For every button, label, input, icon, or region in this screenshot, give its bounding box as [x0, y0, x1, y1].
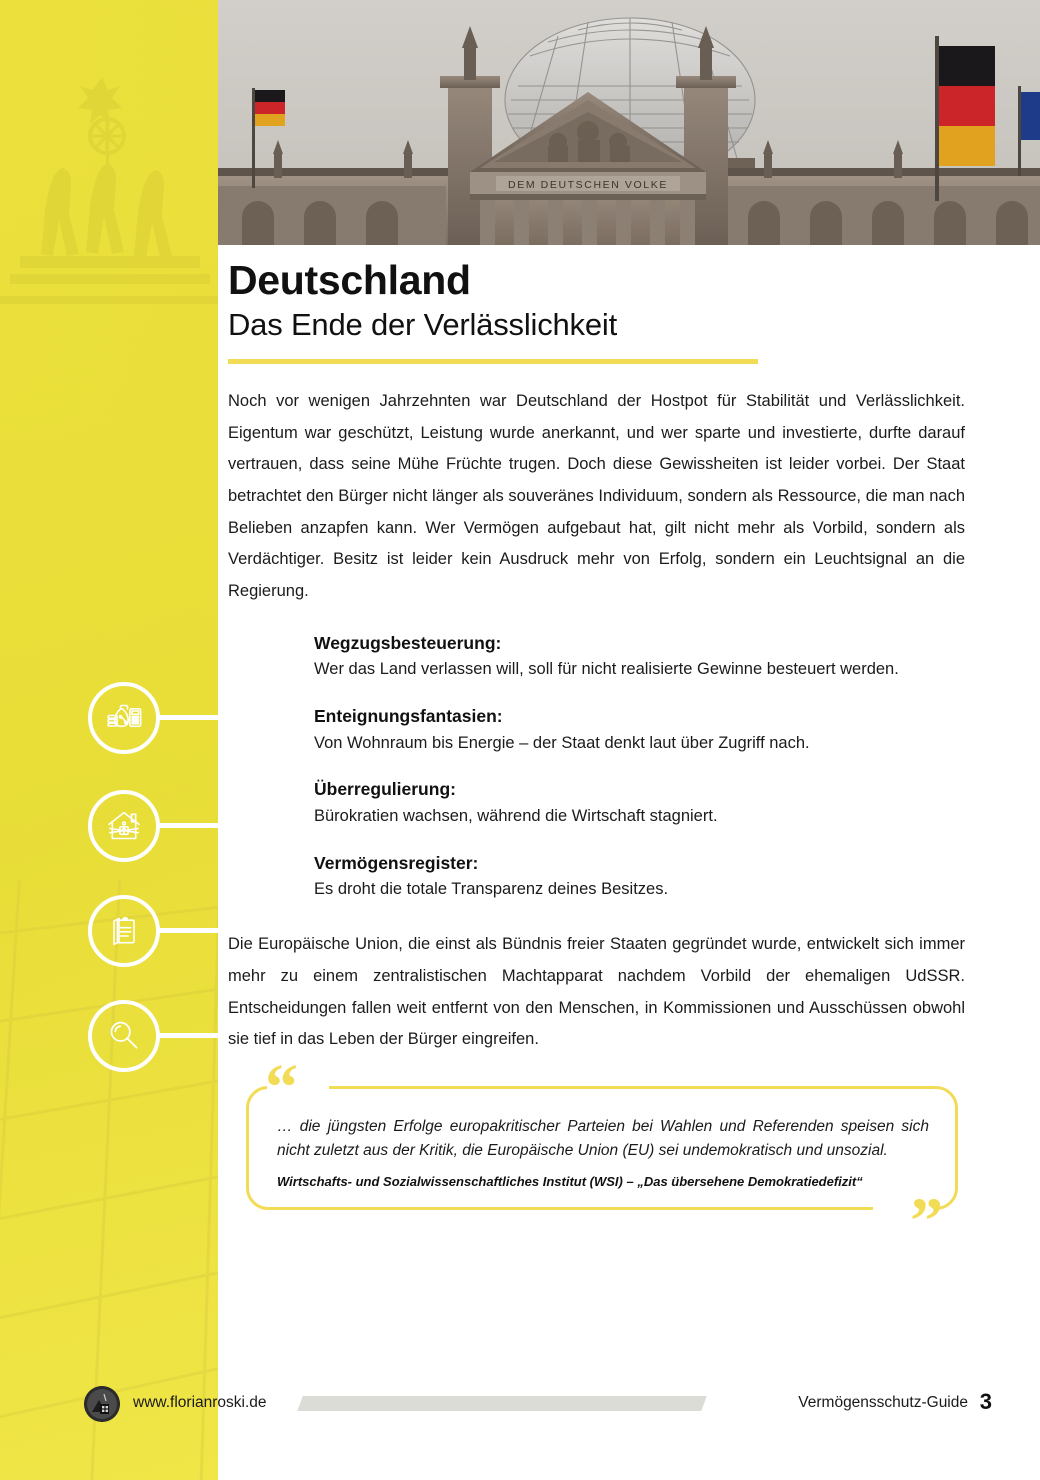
footer-website-url[interactable]: www.florianroski.de: [133, 1394, 267, 1411]
footer-guide-label: Vermögensschutz-Guide: [798, 1394, 968, 1411]
feature-heading: Vermögensregister:: [314, 852, 479, 873]
feature-heading: Überregulierung:: [314, 779, 456, 800]
page-title: Deutschland: [228, 257, 471, 303]
sidebar-connector-line: [158, 715, 218, 720]
quote-open-mark-icon: “: [265, 1050, 296, 1124]
feature-item: [314, 705, 965, 756]
main-content: [228, 257, 965, 1258]
quadriga-silhouette-icon: [0, 60, 218, 380]
feature-text: Es droht die totale Transparenz deines Besitzes.: [314, 880, 669, 899]
page-subtitle: Das Ende der Verlässlichkeit: [228, 306, 617, 342]
magnifier-icon: [88, 1000, 160, 1072]
feature-text: Wer das Land verlassen will, soll für nicht realisierte Gewinne besteuert werden.: [314, 660, 899, 679]
sidebar-icon-node-enteignungsfantasien[interactable]: [88, 790, 160, 862]
eu-paragraph: Die Europäische Union, die einst als Bündnis freier Staaten gegründet wurde, entwickelt sich immer mehr zu einem zentralistischen Machtapparat nachdem Vorbild der ehemaligen UdSSR. Entscheidungen fallen weit entfernt von den Menschen, in Kommissionen und Ausschüssen obwohl sie tief in das Leben der Bürger eingreifen.: [228, 935, 965, 1049]
quote-source: Wirtschafts- und Sozialwissenschaftliches Institut (WSI) – „Das übersehene Demokratiedefizit“: [277, 1173, 863, 1189]
title-underline: [228, 359, 758, 364]
money-bag-calculator-icon: [88, 682, 160, 754]
hero-inscription: DEM DEUTSCHEN VOLKE: [508, 179, 668, 191]
sidebar-connector-line: [158, 928, 218, 933]
feature-item: [314, 632, 965, 683]
feature-heading: Enteignungsfantasien:: [314, 706, 503, 727]
intro-paragraph: Noch vor wenigen Jahrzehnten war Deutschland der Hostpot für Stabilität und Verlässlichkeit. Eigentum war geschützt, Leistung wurde anerkannt, und wer sparte und investierte, durfte darauf vertrauen, dass seine Mühe Früchte trugen. Doch diese Gewissheiten ist leider vorbei. Der Staat betrachtet den Bürger nicht länger als souveränes Individuum, sondern als Ressource, die man nach Belieben anzapfen kann. Wer Vermögen aufgebaut hat, gilt nicht mehr als Vorbild, sondern als Verdächtiger. Besitz ist leider kein Ausdruck mehr von Erfolg, sondern ein Leuchtsignal an die Regierung.: [228, 392, 965, 601]
quote-text: … die jüngsten Erfolge europakritischer Parteien bei Wahlen und Referenden speisen sich nicht zuletzt aus der Kritik, die Europäische Union (EU) sei undemokratisch und unsozial.: [277, 1117, 929, 1160]
house-chained-icon: [88, 790, 160, 862]
sidebar-icon-node-vermoegensregister[interactable]: [88, 1000, 160, 1072]
hero-image: [218, 0, 1040, 245]
page-footer: [0, 1384, 1040, 1424]
footer-page-number: 3: [979, 1389, 992, 1414]
feature-heading: Wegzugsbesteuerung:: [314, 632, 502, 653]
feature-text: Von Wohnraum bis Energie – der Staat denkt laut über Zugriff nach.: [314, 733, 810, 752]
quote-callout: [246, 1050, 958, 1258]
feature-text: Bürokratien wachsen, während die Wirtschaft stagniert.: [314, 807, 718, 826]
feature-item: [314, 778, 965, 829]
sidebar-connector-line: [158, 1033, 218, 1038]
sidebar-icon-node-ueberregulierung[interactable]: [88, 895, 160, 967]
sidebar-connector-line: [158, 823, 218, 828]
quote-box: [246, 1050, 958, 1258]
feature-item: [314, 852, 965, 903]
documents-clipboard-icon: [88, 895, 160, 967]
florian-roski-logo: [84, 1386, 120, 1422]
feature-list: [228, 632, 965, 903]
quote-close-mark-icon: ”: [910, 1184, 941, 1258]
left-sidebar: [0, 0, 218, 1480]
footer-divider-bar: [297, 1396, 706, 1411]
sidebar-icon-node-wegzugsbesteuerung[interactable]: [88, 682, 160, 754]
